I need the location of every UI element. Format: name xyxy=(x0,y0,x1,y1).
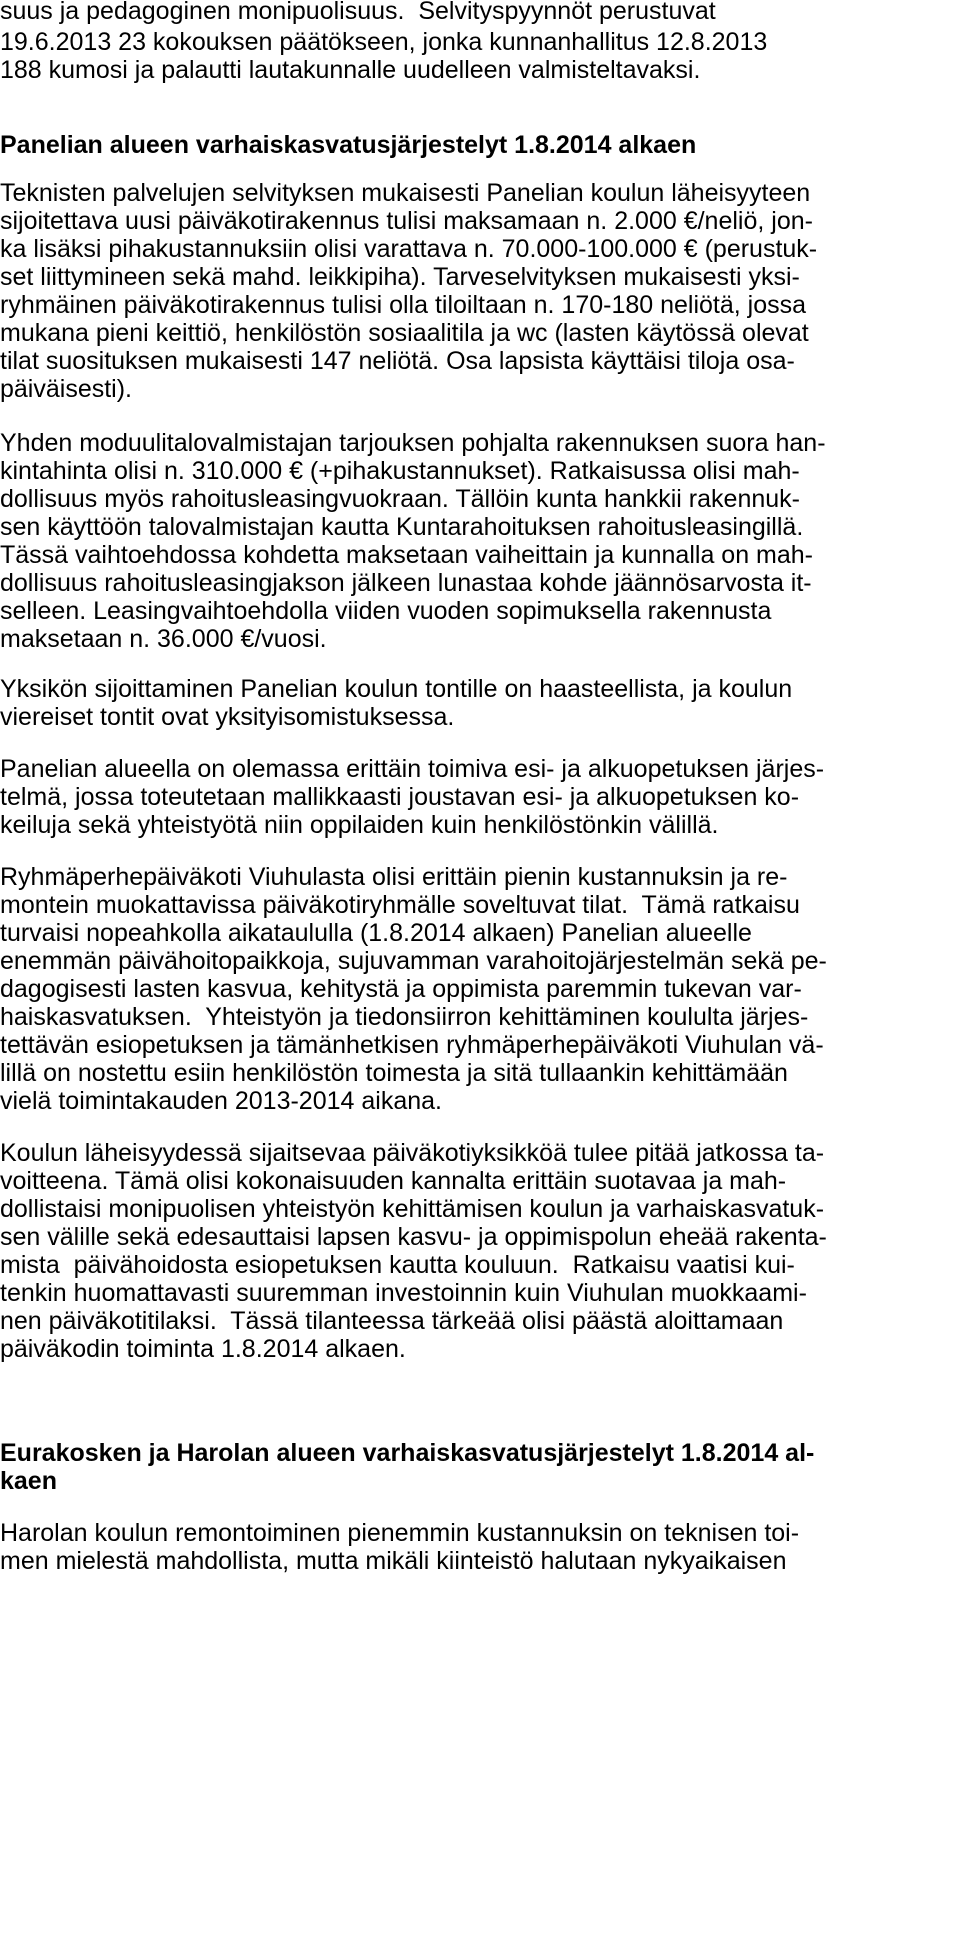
text-line: Harolan koulun remontoiminen pienemmin kustannuksin on teknisen toi- xyxy=(0,1519,800,1547)
text-line: sijoitettava uusi päiväkotirakennus tulisi maksamaan n. 2.000 €/neliö, jon- xyxy=(0,207,813,235)
text-line: selleen. Leasingvaihtoehdolla viiden vuoden sopimuksella rakennusta xyxy=(0,597,772,625)
text-line: Tässä vaihtoehdossa kohdetta maksetaan vaiheittain ja kunnalla on mah- xyxy=(0,541,814,569)
text-line: ka lisäksi pihakustannuksiin olisi varattava n. 70.000-100.000 € (perustuk- xyxy=(0,235,818,263)
text-line: maksetaan n. 36.000 €/vuosi. xyxy=(0,625,327,653)
text-line: dollistaisi monipuolisen yhteistyön kehittämisen koulun ja varhaiskasvatuk- xyxy=(0,1195,825,1223)
text-line: Koulun läheisyydessä sijaitsevaa päiväkotiyksikköä tulee pitää jatkossa ta- xyxy=(0,1139,825,1167)
text-line: haiskasvatuksen. Yhteistyön ja tiedonsiirron kehittäminen koululta järjes- xyxy=(0,1003,809,1031)
text-line: set liittymineen sekä mahd. leikkipiha). Tarveselvityksen mukaisesti yksi- xyxy=(0,263,800,291)
text-line: tilat suosituksen mukaisesti 147 neliötä. Osa lapsista käyttäisi tiloja osa- xyxy=(0,347,795,375)
text-line: dagogisesti lasten kasvua, kehitystä ja oppimista paremmin tukevan var- xyxy=(0,975,802,1003)
text-line: 19.6.2013 23 kokouksen päätökseen, jonka kunnanhallitus 12.8.2013 xyxy=(0,28,768,56)
text-line: Yhden moduulitalovalmistajan tarjouksen pohjalta rakennuksen suora han- xyxy=(0,429,826,457)
section-heading-panelia: Panelian alueen varhaiskasvatusjärjestelyt 1.8.2014 alkaen xyxy=(0,131,697,159)
text-line: dollisuus rahoitusleasingjakson jälkeen lunastaa kohde jäännösarvosta it- xyxy=(0,569,812,597)
text-line: mista päivähoidosta esiopetuksen kautta kouluun. Ratkaisu vaatisi kui- xyxy=(0,1251,795,1279)
text-line: 188 kumosi ja palautti lautakunnalle uudelleen valmisteltavaksi. xyxy=(0,56,701,84)
text-line: nen päiväkotitilaksi. Tässä tilanteessa tärkeää olisi päästä aloittamaan xyxy=(0,1307,784,1335)
text-line: dollisuus myös rahoitusleasingvuokraan. Tällöin kunta hankkii rakennuk- xyxy=(0,485,800,513)
text-line: ryhmäinen päiväkotirakennus tulisi olla tiloiltaan n. 170-180 neliötä, jossa xyxy=(0,291,807,319)
text-line: montein muokattavissa päiväkotiryhmälle soveltuvat tilat. Tämä ratkaisu xyxy=(0,891,800,919)
text-line: vielä toimintakauden 2013-2014 aikana. xyxy=(0,1087,442,1115)
text-line: Teknisten palvelujen selvityksen mukaisesti Panelian koulun läheisyyteen xyxy=(0,179,811,207)
text-line: mukana pieni keittiö, henkilöstön sosiaalitila ja wc (lasten käytössä olevat xyxy=(0,319,809,347)
text-line: viereiset tontit ovat yksityisomistuksessa. xyxy=(0,703,455,731)
text-line: tenkin huomattavasti suuremman investoinnin kuin Viuhulan muokkaami- xyxy=(0,1279,807,1307)
text-line: enemmän päivähoitopaikkoja, sujuvamman varahoitojärjestelmän sekä pe- xyxy=(0,947,827,975)
text-line: telmä, jossa toteutetaan mallikkaasti joustavan esi- ja alkuopetuksen ko- xyxy=(0,783,800,811)
text-line: lillä on nostettu esiin henkilöstön toimesta ja sitä tullaankin kehittämään xyxy=(0,1059,788,1087)
text-line: Panelian alueella on olemassa erittäin toimiva esi- ja alkuopetuksen järjes- xyxy=(0,755,825,783)
text-line: päiväisesti). xyxy=(0,375,132,403)
heading-line: kaen xyxy=(0,1467,57,1495)
text-line: voitteena. Tämä olisi kokonaisuuden kannalta erittäin suotavaa ja mah- xyxy=(0,1167,787,1195)
text-line: suus ja pedagoginen monipuolisuus. Selvityspyynnöt perustuvat xyxy=(0,0,716,25)
text-line: turvaisi nopeahkolla aikataululla (1.8.2014 alkaen) Panelian alueelle xyxy=(0,919,752,947)
heading-line: Eurakosken ja Harolan alueen varhaiskasvatusjärjestelyt 1.8.2014 al- xyxy=(0,1439,815,1467)
text-line: kintahinta olisi n. 310.000 € (+pihakustannukset). Ratkaisussa olisi mah- xyxy=(0,457,800,485)
text-line: men mielestä mahdollista, mutta mikäli kiinteistö halutaan nykyaikaisen xyxy=(0,1547,787,1575)
text-line: keiluja sekä yhteistyötä niin oppilaiden kuin henkilöstönkin välillä. xyxy=(0,811,719,839)
text-line: Ryhmäperhepäiväkoti Viuhulasta olisi erittäin pienin kustannuksin ja re- xyxy=(0,863,788,891)
text-line: sen välille sekä edesauttaisi lapsen kasvu- ja oppimispolun eheää rakenta- xyxy=(0,1223,827,1251)
text-line: tettävän esiopetuksen ja tämänhetkisen ryhmäperhepäiväkoti Viuhulan vä- xyxy=(0,1031,824,1059)
text-line: sen käyttöön talovalmistajan kautta Kuntarahoituksen rahoitusleasingillä. xyxy=(0,513,804,541)
text-line: päiväkodin toiminta 1.8.2014 alkaen. xyxy=(0,1335,406,1363)
text-line: Yksikön sijoittaminen Panelian koulun tontille on haasteellista, ja koulun xyxy=(0,675,793,703)
